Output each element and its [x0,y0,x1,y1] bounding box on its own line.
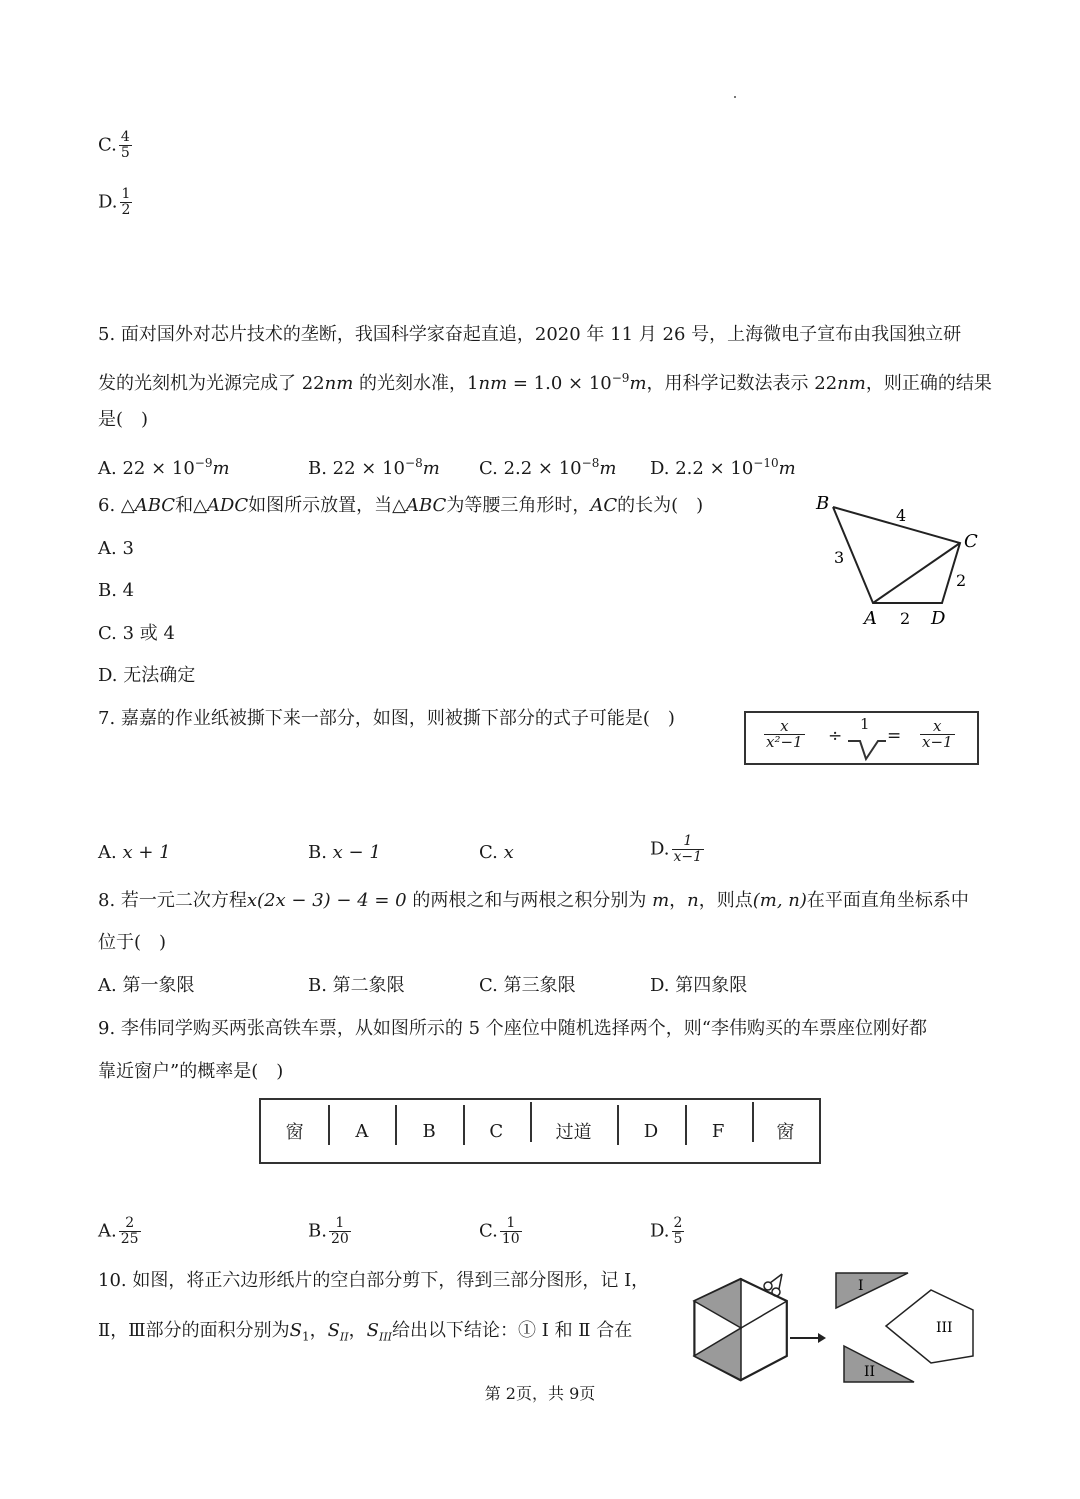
q9-option-a: A. $\frac{2}{25}$ [98,1215,139,1247]
q7-stem: 7. 嘉嘉的作业纸被撕下来一部分，如图，则被撕下部分的式子可能是( ) [98,708,675,729]
page-footer: 第 2页，共 9页 [484,1384,596,1403]
fraction: $\frac{2}{25}$ [120,1215,139,1247]
seat-cell: 窗 [752,1118,819,1144]
q10-line-1: 10. 如图，将正六边形纸片的空白部分剪下，得到三部分图形，记 Ⅰ， [98,1270,650,1291]
seat-cell: 窗 [285,1122,304,1143]
piece-ii-label: II [864,1364,876,1380]
q8-option-d: D. 第四象限 [650,975,748,996]
q5-line-2: 发的光刻机为光源完成了 22nm 的光刻水准，$1nm = 1.0 \times 10^{-9}m$，用科学记数法表示 22nm，则正确的结果 [98,371,992,394]
q6-option-a: A. 3 [98,538,134,559]
seat-cell: D [617,1121,684,1142]
q8-line-2: 位于( ) [98,932,167,953]
fraction: $\frac{1}{20}$ [330,1215,349,1247]
fraction-middle-numerator: 1 [860,715,870,733]
piece-i-label: I [858,1278,864,1294]
fraction-left: $\frac{x}{\text{x²−1}}$ [766,717,803,751]
seat-cell: A [328,1121,395,1142]
q6-stem: 6. △ABC和△ADC如图所示放置，当△ABC为等腰三角形时，AC的长为( ) [98,495,704,516]
diagonal-ac [873,543,960,603]
q9-option-c: C. $\frac{1}{10}$ [479,1215,520,1247]
q8-option-b: B. 第二象限 [308,975,405,996]
q4-option-c [98,130,132,161]
length-ab: 3 [834,548,845,567]
fraction: $\frac{1}{2}$ [121,186,131,218]
seat-cell: C [463,1121,530,1142]
q7-torn-paper-box [744,711,979,765]
q5-option-c: C. $2.2 \times 10^{-8}m$ [479,456,617,479]
piece-iii [886,1290,973,1363]
seat-layout-table [259,1098,821,1164]
q7-option-c: C. x [479,842,514,863]
arrow-right-icon [790,1333,826,1343]
q5-option-d: D. $2.2 \times 10^{-10}m$ [650,456,796,479]
q6-option-c: C. 3 或 4 [98,623,175,644]
q7-option-d: D. $\frac{1}{x-1}$ [650,833,703,865]
fraction: $\frac{2}{5}$ [673,1215,683,1247]
q5-line-3: 是( ) [98,409,149,430]
seat-cell: F [685,1121,752,1142]
option-label: C. [98,134,117,156]
q5-line-1: 5. 面对国外对芯片技术的垄断，我国科学家奋起直追，2020 年 11 月 26 号，上海微电子宣布由我国独立研 [98,324,962,345]
q8-option-c: C. 第三象限 [479,975,576,996]
vertex-b: B [816,493,830,514]
q9-option-d: D. $\frac{2}{5}$ [650,1215,683,1247]
fraction: $\frac{1}{10}$ [501,1215,520,1247]
q9-line-1: 9. 李伟同学购买两张高铁车票，从如图所示的 5 个座位中随机选择两个，则“李伟购买的车票座位刚好都 [98,1018,927,1039]
q4-option-d [98,187,132,218]
fraction: $\frac{4}{5}$ [120,129,130,161]
piece-ii [844,1346,914,1382]
q6-option-b: B. 4 [98,580,135,601]
q10-hexagon-figure [686,1268,986,1393]
fraction: $\frac{1}{x-1}$ [673,833,703,865]
q9-option-b: B. $\frac{1}{20}$ [308,1215,349,1247]
seat-cell-aisle: 过道 [530,1118,617,1144]
q8-option-a: A. 第一象限 [98,975,195,996]
q5-option-b: B. $22 \times 10^{-8}m$ [308,456,440,479]
q7-option-b: B. x − 1 [308,842,381,863]
vertex-c: C [964,531,978,552]
length-ad: 2 [900,609,911,628]
vertex-d: D [931,608,946,629]
length-bc: 4 [896,506,907,525]
option-label: D. [98,191,118,213]
q5-option-a: A. $22 \times 10^{-9}m$ [98,456,230,479]
seat-cell: B [395,1121,462,1142]
speck [734,96,736,98]
equals-sign: = [887,726,902,746]
vertex-a: A [864,608,877,629]
q7-option-a: A. x + 1 [98,842,171,863]
q6-option-d: D. 无法确定 [98,665,196,686]
q6-quadrilateral-figure [800,485,990,630]
piece-iii-label: III [936,1320,953,1336]
q10-line-2: Ⅱ，Ⅲ部分的面积分别为$S_1$，$S_{II}$，$S_{III}$给出以下结论：① Ⅰ 和 Ⅱ 合在 [98,1320,633,1344]
q9-line-2: 靠近窗户”的概率是( ) [98,1061,284,1082]
torn-edge [848,741,886,759]
divide-sign: ÷ [828,726,843,746]
q8-line-1: 8. 若一元二次方程x(2x − 3) − 4 = 0 的两根之和与两根之积分别为 m，n，则点(m, n)在平面直角坐标系中 [98,890,969,911]
length-cd: 2 [956,571,967,590]
piece-i [836,1273,908,1308]
fraction-right: $\frac{x}{x-1}$ [922,717,953,751]
